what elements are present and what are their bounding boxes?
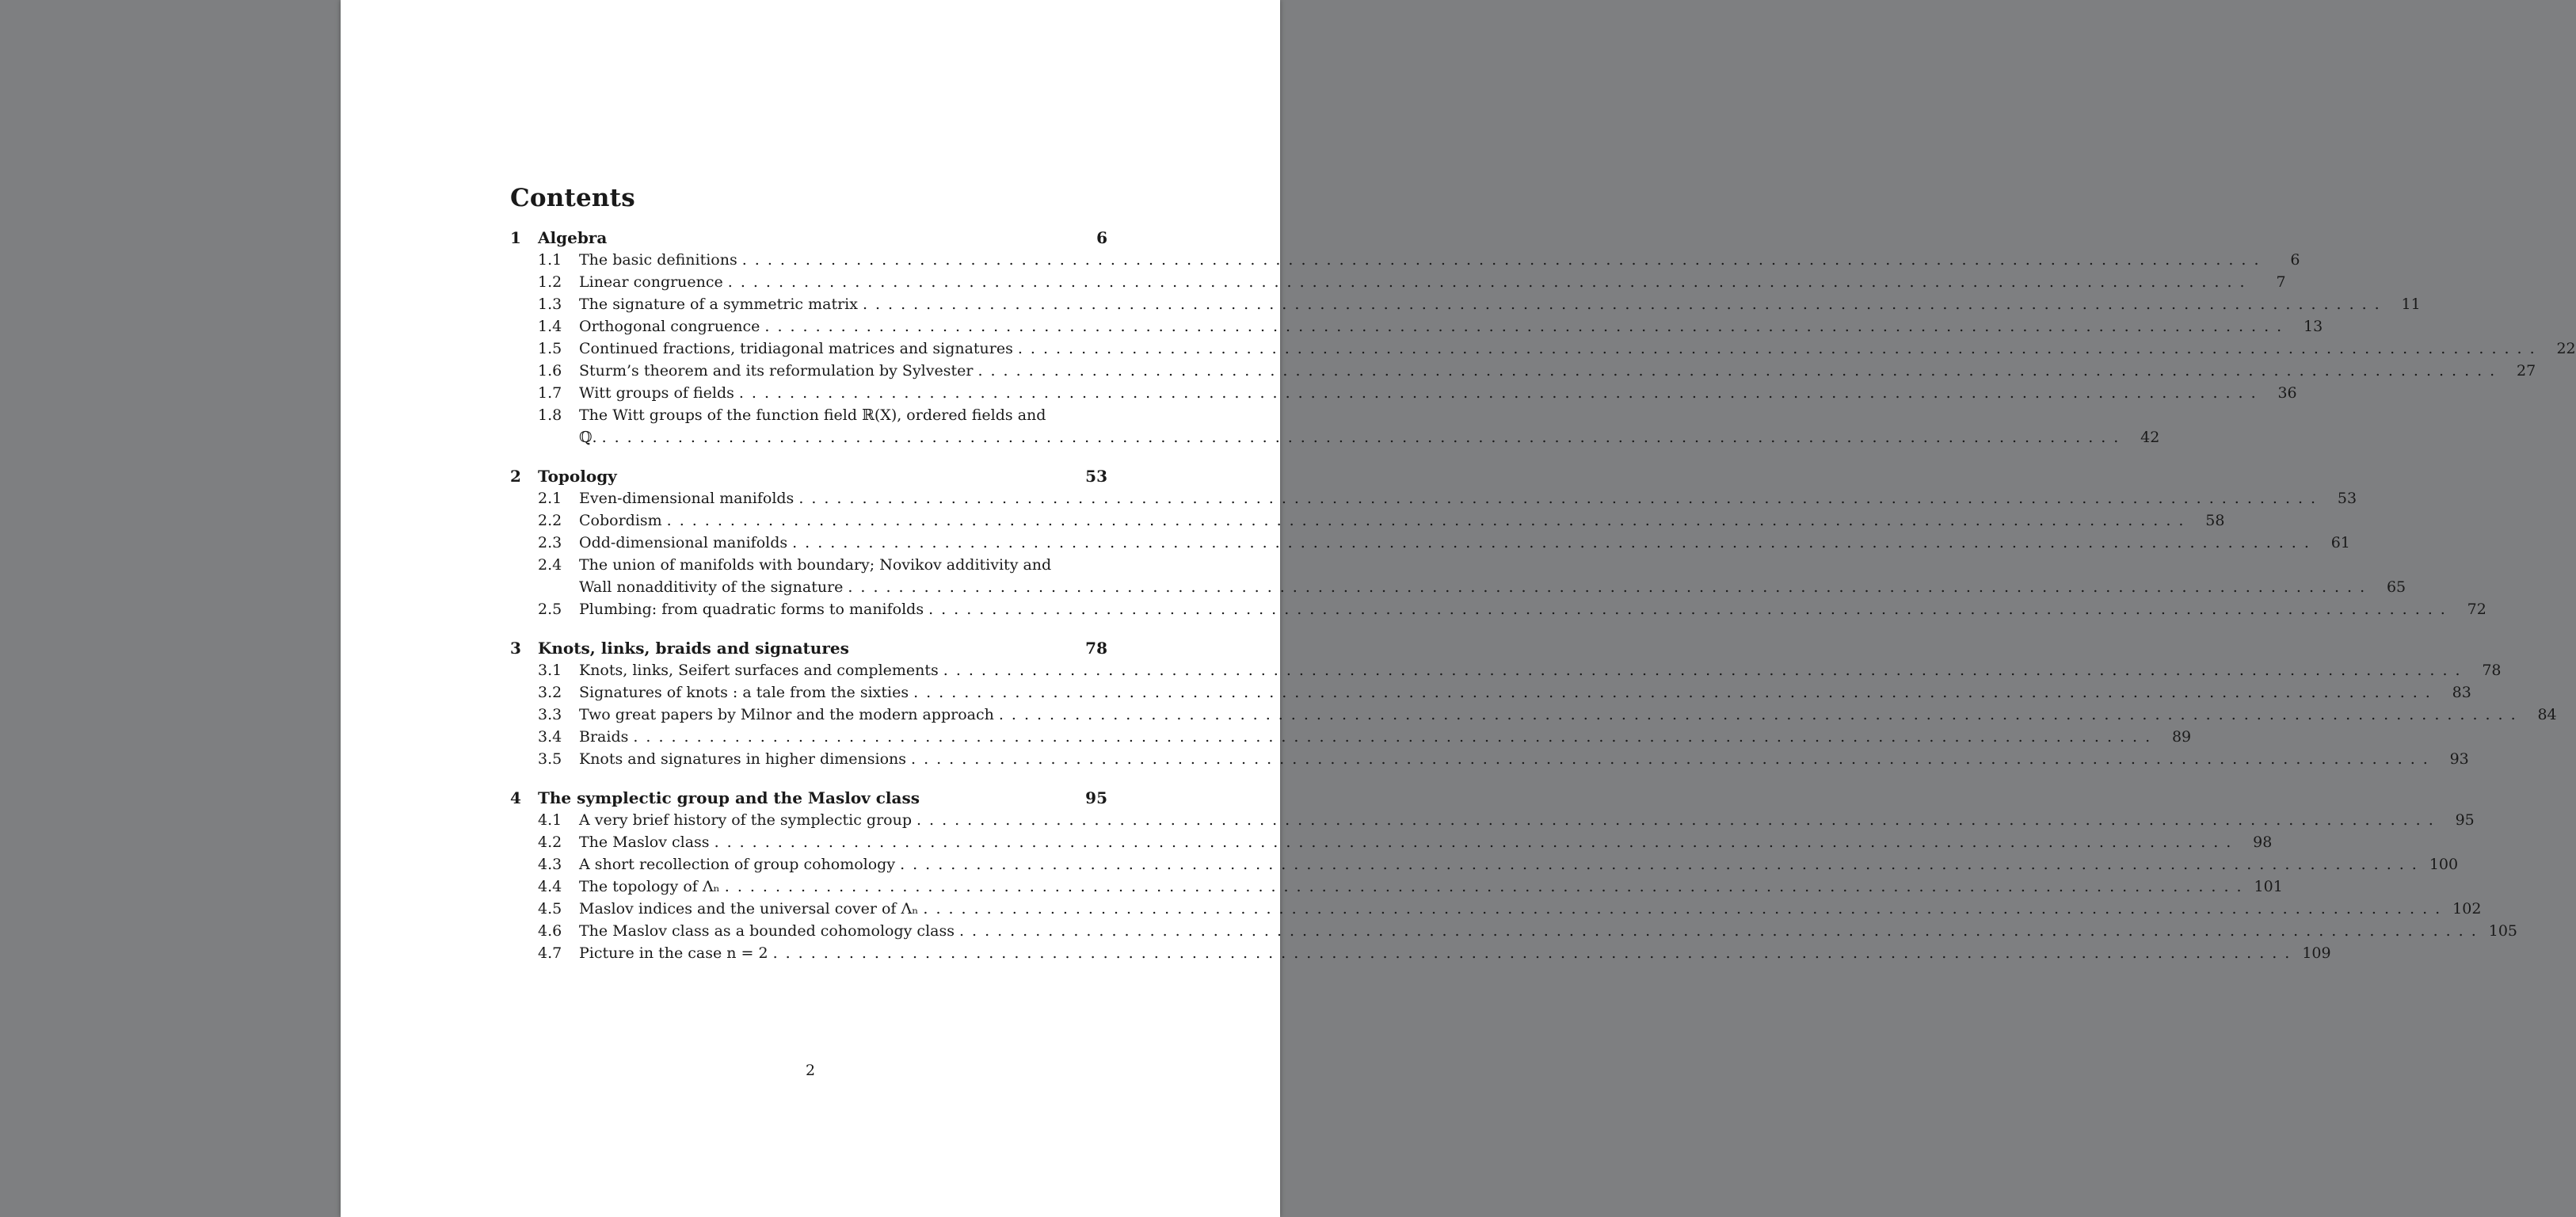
section-title: Sturm’s theorem and its reformulation by Sylvester bbox=[579, 362, 974, 380]
section-number: 4.1 bbox=[538, 811, 562, 829]
section-number: 1.4 bbox=[538, 318, 562, 335]
section-page: 65 bbox=[2386, 578, 2406, 596]
section-page: 84 bbox=[2537, 706, 2557, 723]
dot-leader: ........................................................................................................................ bbox=[958, 922, 2484, 940]
section-page: 7 bbox=[2276, 273, 2286, 291]
dot-leader: ........................................................................................................................ bbox=[943, 662, 2468, 679]
section-number: 4.6 bbox=[538, 922, 562, 940]
section-entry[interactable] bbox=[510, 659, 2502, 681]
chapter-number: 3 bbox=[510, 639, 521, 658]
section-number: 2.2 bbox=[538, 512, 562, 529]
dot-leader: ........................................................................................................................ bbox=[911, 750, 2436, 768]
dot-leader: ........................................................................................................................ bbox=[862, 296, 2387, 313]
section-page: 61 bbox=[2330, 534, 2350, 551]
section-title-line2: Wall nonadditivity of the signature bbox=[579, 578, 844, 596]
section-page: 101 bbox=[2254, 878, 2283, 895]
dot-leader: ........................................................................................................................ bbox=[724, 878, 2250, 895]
section-entry[interactable] bbox=[510, 920, 2517, 942]
section-number: 2.1 bbox=[538, 490, 562, 507]
section-title-line1: The Witt groups of the function field ℝ(X), ordered fields and bbox=[579, 406, 1046, 424]
section-page: 13 bbox=[2303, 318, 2323, 335]
dot-leader: ........................................................................................................................ bbox=[923, 900, 2448, 918]
section-page: 102 bbox=[2452, 900, 2482, 918]
dot-leader: ........................................................................................................................ bbox=[738, 384, 2264, 402]
section-title: Maslov indices and the universal cover of Λₙ bbox=[579, 900, 919, 918]
section-number: 1.8 bbox=[538, 406, 562, 424]
section-page: 58 bbox=[2205, 512, 2225, 529]
dot-leader: ........................................................................................................................ bbox=[792, 534, 2317, 551]
section-number: 1.1 bbox=[538, 251, 562, 269]
section-entry[interactable] bbox=[510, 748, 2469, 770]
section-entry[interactable] bbox=[510, 853, 2459, 876]
section-title: The signature of a symmetric matrix bbox=[579, 296, 858, 313]
section-page: 72 bbox=[2467, 601, 2486, 618]
chapter-number: 1 bbox=[510, 228, 521, 247]
chapter-entry[interactable] bbox=[510, 227, 1107, 249]
section-entry[interactable] bbox=[510, 681, 2471, 704]
section-number: 2.4 bbox=[538, 556, 562, 574]
chapter-page: 95 bbox=[1085, 788, 1107, 807]
chapter-title: Topology bbox=[538, 467, 617, 486]
section-number: 4.5 bbox=[538, 900, 562, 918]
dot-leader: ........................................................................................................................ bbox=[998, 706, 2524, 723]
section-entry[interactable] bbox=[510, 726, 2192, 748]
section-entry[interactable] bbox=[510, 271, 2286, 293]
dot-leader: ........................................................................................................................ bbox=[928, 601, 2453, 618]
section-page: 93 bbox=[2449, 750, 2469, 768]
section-title: The basic definitions bbox=[579, 251, 737, 269]
section-number: 4.2 bbox=[538, 834, 562, 851]
section-title: Odd-dimensional manifolds bbox=[579, 534, 788, 551]
section-entry[interactable] bbox=[510, 898, 2482, 920]
section-title-line2: ℚ. bbox=[579, 429, 597, 446]
toc-chapter bbox=[510, 465, 2486, 620]
section-number: 2.5 bbox=[538, 601, 562, 618]
section-number: 4.3 bbox=[538, 856, 562, 873]
toc-chapter bbox=[510, 787, 2517, 964]
chapter-entry[interactable] bbox=[510, 465, 1107, 487]
chapter-entry[interactable] bbox=[510, 787, 1107, 809]
section-page: 95 bbox=[2455, 811, 2475, 829]
page-number: 2 bbox=[805, 1062, 816, 1079]
section-page: 83 bbox=[2452, 684, 2471, 701]
section-page: 22 bbox=[2556, 340, 2576, 357]
section-page: 100 bbox=[2429, 856, 2459, 873]
section-title: Linear congruence bbox=[579, 273, 723, 291]
dot-leader: ........................................................................................................................ bbox=[1017, 340, 2543, 357]
section-entry[interactable] bbox=[510, 338, 2576, 360]
section-page: 78 bbox=[2482, 662, 2502, 679]
toc-chapter bbox=[510, 637, 2557, 770]
section-title: Cobordism bbox=[579, 512, 662, 529]
section-title: Plumbing: from quadratic forms to manifolds bbox=[579, 601, 924, 618]
section-entry[interactable] bbox=[510, 404, 2160, 448]
section-title: The Maslov class bbox=[579, 834, 710, 851]
toc-title: Contents bbox=[510, 184, 635, 212]
toc-chapter bbox=[510, 227, 2576, 448]
document-page bbox=[341, 0, 2576, 1217]
dot-leader: ........................................................................................................................ bbox=[666, 512, 2192, 529]
chapter-title: Knots, links, braids and signatures bbox=[538, 639, 849, 658]
section-title: Even-dimensional manifolds bbox=[579, 490, 795, 507]
dot-leader: ........................................................................................................................ bbox=[977, 362, 2503, 380]
section-page: 109 bbox=[2302, 944, 2331, 962]
section-number: 1.6 bbox=[538, 362, 562, 380]
section-page: 27 bbox=[2517, 362, 2536, 380]
section-number: 2.3 bbox=[538, 534, 562, 551]
section-entry[interactable] bbox=[510, 704, 2557, 726]
section-title: Knots and signatures in higher dimensions bbox=[579, 750, 907, 768]
section-number: 4.7 bbox=[538, 944, 562, 962]
section-page: 98 bbox=[2253, 834, 2273, 851]
chapter-number: 4 bbox=[510, 788, 521, 807]
dot-leader: ........................................................................................................................ bbox=[798, 490, 2324, 507]
section-number: 4.4 bbox=[538, 878, 562, 895]
section-title: Witt groups of fields bbox=[579, 384, 734, 402]
section-number: 1.2 bbox=[538, 273, 562, 291]
section-entry[interactable] bbox=[510, 360, 2536, 382]
dot-leader: ........................................................................................................................ bbox=[913, 684, 2438, 701]
section-number: 1.5 bbox=[538, 340, 562, 357]
dot-leader: ........................................................................................................................ bbox=[727, 273, 2253, 291]
section-entry[interactable] bbox=[510, 831, 2273, 853]
section-title: The topology of Λₙ bbox=[579, 878, 720, 895]
dot-leader: ........................................................................................................................ bbox=[916, 811, 2441, 829]
section-page: 89 bbox=[2171, 728, 2192, 746]
dot-leader: ........................................................................................................................ bbox=[772, 944, 2298, 962]
section-title: Continued fractions, tridiagonal matrices and signatures bbox=[579, 340, 1013, 357]
dot-leader: ........................................................................................................................ bbox=[848, 578, 2373, 596]
chapter-page: 53 bbox=[1085, 467, 1107, 486]
section-title: Picture in the case n = 2 bbox=[579, 944, 768, 962]
section-page: 53 bbox=[2337, 490, 2357, 507]
section-entry[interactable] bbox=[510, 876, 2283, 898]
section-title: The Maslov class as a bounded cohomology class bbox=[579, 922, 955, 940]
table-of-contents bbox=[510, 184, 2576, 981]
section-entry[interactable] bbox=[510, 249, 2300, 271]
section-title: Two great papers by Milnor and the modern approach bbox=[579, 706, 994, 723]
chapter-entry[interactable] bbox=[510, 637, 1107, 659]
section-entry[interactable] bbox=[510, 532, 2350, 554]
chapter-title: The symplectic group and the Maslov class bbox=[538, 788, 920, 807]
section-entry[interactable] bbox=[510, 487, 2357, 509]
section-entry[interactable] bbox=[510, 942, 2331, 964]
dot-leader: ........................................................................................................................ bbox=[633, 728, 2159, 746]
section-title: A very brief history of the symplectic group bbox=[579, 811, 912, 829]
section-number: 1.7 bbox=[538, 384, 562, 402]
section-page: 105 bbox=[2488, 922, 2517, 940]
section-number: 3.5 bbox=[538, 750, 562, 768]
dot-leader: ........................................................................................................................ bbox=[601, 429, 2127, 446]
section-title: Knots, links, Seifert surfaces and complements bbox=[579, 662, 939, 679]
section-title: Orthogonal congruence bbox=[579, 318, 760, 335]
section-entry[interactable] bbox=[510, 509, 2225, 532]
section-number: 3.3 bbox=[538, 706, 562, 723]
dot-leader: ........................................................................................................................ bbox=[714, 834, 2239, 851]
chapter-page: 78 bbox=[1085, 639, 1107, 658]
section-number: 3.2 bbox=[538, 684, 562, 701]
chapter-number: 2 bbox=[510, 467, 521, 486]
section-title: A short recollection of group cohomology bbox=[579, 856, 896, 873]
section-entry[interactable] bbox=[510, 293, 2421, 315]
dot-leader: ........................................................................................................................ bbox=[741, 251, 2267, 269]
section-number: 1.3 bbox=[538, 296, 562, 313]
section-page: 6 bbox=[2290, 251, 2300, 269]
dot-leader: ........................................................................................................................ bbox=[900, 856, 2425, 873]
chapter-page: 6 bbox=[1096, 228, 1107, 247]
section-page: 42 bbox=[2140, 429, 2160, 446]
chapter-title: Algebra bbox=[538, 228, 608, 247]
dot-leader: ........................................................................................................................ bbox=[764, 318, 2290, 335]
section-entry[interactable] bbox=[510, 382, 2297, 404]
section-title: Signatures of knots : a tale from the sixties bbox=[579, 684, 909, 701]
section-title-line1: The union of manifolds with boundary; Novikov additivity and bbox=[579, 556, 1052, 574]
section-entry[interactable] bbox=[510, 315, 2323, 338]
section-title: Braids bbox=[579, 728, 629, 746]
section-entry[interactable] bbox=[510, 809, 2475, 831]
section-entry[interactable] bbox=[510, 554, 2406, 598]
section-page: 11 bbox=[2401, 296, 2421, 313]
section-number: 3.1 bbox=[538, 662, 562, 679]
section-entry[interactable] bbox=[510, 598, 2486, 620]
section-page: 36 bbox=[2277, 384, 2297, 402]
section-number: 3.4 bbox=[538, 728, 562, 746]
